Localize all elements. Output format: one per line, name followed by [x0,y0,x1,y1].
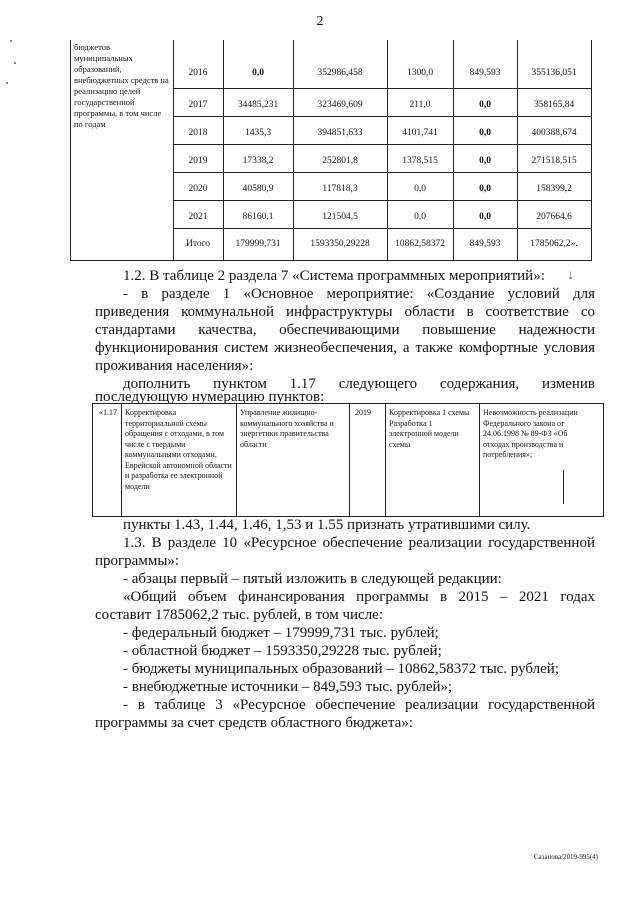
add-line-1: дополнить пунктом 1.17 следующего содержания, изменив [123,376,595,392]
budget-cell-obl: 1593350,29228 [310,239,370,249]
section-1-line-4: функционирования систем жизнеобеспечения, а также комфортные условия [95,340,595,356]
table-3-line-1: - в таблице 3 «Ресурсное обеспечение реализации государственной [123,697,595,713]
budget-cell-fed: 179999,731 [235,239,281,249]
budget-cell-total: 355136,051 [531,68,577,78]
budget-cell-mun: 10862,58372 [395,239,445,249]
budget-cell-fed: 17338,2 [242,156,274,166]
section-1-line-5: проживания населения»: [95,358,254,374]
item-number: «1.17 [99,408,117,417]
budget-cell-obl: 121504,5 [322,212,358,222]
budget-cell-year: 2017 [188,100,208,110]
budget-cell-vneb: 0,0 [479,184,491,194]
item-executor: Управление жилищно-коммунального хозяйства и энергетики правительства области [240,408,334,449]
budget-cell-mun: 1378,515 [402,156,438,166]
paragraph-1-2: 1.2. В таблице 2 раздела 7 «Система программных мероприятий»: [123,268,545,284]
budget-table [70,40,592,261]
extrabudgetary-line: - внебюджетные источники – 849,593 тыс. рублей»; [123,679,453,695]
budget-cell-year: 2021 [188,212,208,222]
budget-cell-fed: 34485,231 [237,100,279,110]
budget-cell-vneb: 0,0 [479,100,491,110]
section-1-line-3: стандартами качества, обеспечивающими повышение надежности [95,322,595,338]
budget-cell-obl: 394851,633 [317,128,363,138]
budget-cell-vneb: 849,593 [469,239,501,249]
budget-cell-fed: 86160,1 [242,212,274,222]
budget-cell-year: Итого [185,239,211,249]
budget-cell-mun: 0,0 [414,212,426,222]
page-number: 2 [316,14,324,29]
budget-cell-mun: 0,0 [414,184,426,194]
footer-code: Сазанова/2019-995(4) [533,853,598,861]
budget-cell-total: 271518,515 [531,156,577,166]
budget-cell-obl: 117818,3 [322,184,358,194]
abzacy-line: - абзацы первый – пятый изложить в следующей редакции: [123,571,502,587]
scan-speck [6,82,8,84]
after-table-line: пункты 1.43, 1.44, 1.46, 1,53 и 1.55 признать утратившими силу. [123,517,531,533]
item-result: Корректировка 1 схемы Разработка 1 электронной модели схемы [389,408,470,449]
budget-cell-obl: 352986,458 [317,68,363,78]
budget-cell-year: 2020 [188,184,208,194]
budget-cell-vneb: 0,0 [479,156,491,166]
budget-cell-vneb: 0,0 [479,128,491,138]
budget-cell-year: 2019 [188,156,208,166]
item-consequence: Невозможность реализации Федерального закона от 24.06.1998 № 89-ФЗ «Об отходах производства и потребления»; [483,408,578,459]
budget-cell-year: 2018 [188,128,208,138]
budget-cell-year: 2016 [188,68,208,78]
budget-cell-vneb: 849,593 [469,68,501,78]
budget-table-label: бюджетов муниципальных образований, внебюджетных средств на реализацию целей государственной программы, в том числе по годам [74,42,169,129]
budget-cell-mun: 4101,741 [402,128,438,138]
budget-cell-vneb: 0,0 [479,212,491,222]
section-1-line-2: приведения коммунальной инфраструктуры области в соответствие со [95,304,595,320]
scan-speck [14,62,16,64]
item-year: 2019 [355,408,371,417]
item-name: Корректировка территориальной схемы обращения с отходами, в том числе с твердыми коммунальными отходами, Еврейской автономной области и разработка ее электронной модели [125,408,232,491]
budget-cell-obl: 252801,8 [322,156,358,166]
section-1-3-line-1: 1.3. В разделе 10 «Ресурсное обеспечение реализации государственной [123,535,595,551]
item-1-17-table [92,403,604,517]
budget-cell-total: 400388,674 [531,128,577,138]
total-line-1: «Общий объем финансирования программы в 2015 – 2021 годах [123,589,595,605]
federal-budget-line: - федеральный бюджет – 179999,731 тыс. рублей; [123,625,439,641]
table-3-line-2: программы за счет средств областного бюджета»: [95,715,413,731]
budget-cell-total: 158399,2 [536,184,572,194]
municipal-budget-line: - бюджеты муниципальных образований – 10862,58372 тыс. рублей; [123,661,560,677]
total-line-2: составит 1785062,2 тыс. рублей, в том числе: [95,607,384,623]
add-line-2: последующую нумерацию пунктов: [95,389,325,405]
scan-speck [10,40,12,42]
budget-cell-fed: 40580,9 [242,184,274,194]
budget-cell-total: 207664,6 [536,212,572,222]
regional-budget-line: - областной бюджет – 1593350,29228 тыс. рублей; [123,643,442,659]
scan-mark: ↓ [567,268,574,283]
budget-cell-mun: 1300,0 [406,68,434,78]
budget-cell-fed: 1435,3 [244,128,272,138]
scan-mark [563,470,564,504]
section-1-line-1: - в разделе 1 «Основное мероприятие: «Создание условий для [123,286,595,302]
section-1-3-line-2: программы»: [95,553,180,569]
budget-cell-total: 1785062,2». [530,239,578,249]
budget-cell-obl: 323469,609 [317,100,363,110]
budget-cell-mun: 211,0 [409,100,431,110]
budget-cell-total: 358165,84 [533,100,575,110]
budget-cell-fed: 0,0 [252,68,264,78]
